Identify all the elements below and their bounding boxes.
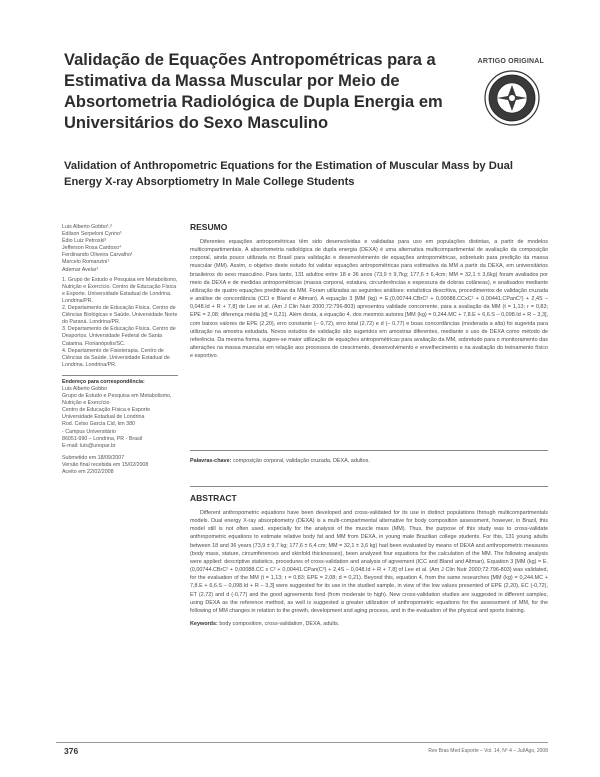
journal-seal-icon [484,70,540,126]
abstract-heading: ABSTRACT [190,493,237,503]
correspondence-line: Universidade Estadual de Londrina [62,414,145,421]
footer-divider [56,742,548,743]
correspondence-email[interactable]: E-mail: luis@unopar.br [62,442,116,449]
correspondence-line: Centro de Educação Física e Esporte [62,407,151,414]
date-line: Versão final recebida em 15/02/2008 [62,461,149,468]
abstract-text: Different anthropometric equations have been developed and cross-validated for its use in distinct populations through multicompartmentals models. Dual energy X-ray absorptiometry (DEXA) is a multi-compartmental alternative for body composition assessment, however, in Brazil, this model still is not often used, especially for the analysis of the muscle mass (MM). Thus, the purpose of this study was to cross-validate anthropometric equations to estimate relative body fat and MM from DEXA, in young male Brazilian college students. For this, 131 young adults between 18 and 36 years (73,9 ± 9,7 kg; 177,6 ± 6,4 cm; MM = 32,1 ± 3,6 kg) had been evaluated by means of DEXA and anthropometric measures (body mass, stature, circumferences and skinfold thicknesses), been analyzed four equations for the calculation of the MM. The following analysis were applied: descriptive statistics, procedures of cross-validation and analysis of agreement (ICC and Bland and Altman). Equation 3 [MM (kg) = E.(0,00744.CBrC² + 0,00088.CC x C² + 0,00441.CPan(C²) + 2,4S – 0,048.Id + R + 7,8] of Lee et al. (Am J Clin Nutr 2000;72:796-803) was validated, for the evaluation of the MM (t = 1,13; r = 0,83; EPE = 2,08; d = 0,21). Beyond this, equation 4, from the same researches [MM (kg) = 0,244.MC + 7,8.E + 6,6.S – 0,098.Id + R – 3,3] were suggested for its use in the studied sample, in view of the low values presented of EPE (2,20), EC (-0,72), ET (2,72) and d (-0,77) and the good agreements fond (from moderate to high). New cross-validation studies are suggested in different samples, using DEXA as the reference method, as well is suggested a greater utilization of anthropometric equations for the assessment of MM, for the following of MM changes in relation to the growth, development and aging process, and in the evaluation of the physical and sports training. [190,510,548,614]
keywords-label: Palavras-chave: [190,458,232,464]
author-name: Jefferson Rosa Cardoso⁴ [62,245,122,252]
author-name: Edilson Serpeloni Cyrino¹ [62,231,122,238]
keywords-divider [190,450,548,451]
submission-dates [62,455,178,476]
author-name: Ademar Avelar¹ [62,266,99,273]
date-line: Submetido em 18/09/2007 [62,454,125,461]
page-number: 376 [64,746,79,756]
correspondence-line: 86051-990 – Londrina, PR - Brasil [62,435,143,442]
keywords-value: body composition, cross-validation, DEXA, adults. [219,621,340,628]
resumo-keywords [190,457,548,465]
resumo-text: Diferentes equações antropométricas têm sido desenvolvidas e validadas para uso em populações distintas, a partir de modelos multicompartimentais. A absortometria radiológica de dupla energia (DEXA) é uma alternativa multicompartimental de avaliação da composição corporal, ainda pouco utilizada no Brasil para validação e desenvolvimento de equações antropométricas, sobretudo para predição da massa muscular (MM). Assim, o objetivo deste estudo foi validar equações antropométricas para estimativa da MM a partir da DEXA, em universitários brasileiros do sexo masculino. Para tanto, 131 adultos entre 18 e 36 anos (73,9 ± 9,7kg; 177,6 ± 6,4cm; MM = 32,1 ± 3,6kg) foram avaliados por meio da DEXA e de medidas antropométricas (massa corporal, estatura, circunferências e espessura de dobras cutâneas), e analisados mediante utilização de quatro equações preditivas da MM. Foram utilizadas as seguintes análises: estatística descritiva, procedimentos de validação cruzada e análise de concordância (CCI e Bland e Altman). A equação 3 [MM (kg) = E.(0,00744.CBrC² + 0,00088.CCxC² + 0,00441.CPanC²) + 2,4S – 0,048.Id + R + 7,8] de Lee et al. (Am J Clin Nutr 2000;72:796-803) apresentou validade concorrente, para a avaliação da MM (t = 1,13; r = 0,83; EPE = 2,08; diferença média [d] = 0,21). Além desta, a equação 4, dos mesmos autores [MM (kg) = 0,244.MC + 7,8.E + 6,6.S – 0,098.Id + R – 3,3], com baixos valores de EPE (2,20), erro constante (– 0,72), erro total (2,72) e d (– 0,77) e boas concordâncias (moderada a alta) foi sugerida para utilização na amostra estudada. Novos estudos de validação são sugeridos em amostras diferentes, mediante o uso de DEXA como método de referência. Da mesma forma, sugere-se maior utilização de equações antropométricas para avaliação da MM, sobretudo para o monitoramento das alterações na massa muscular em relação aos processos de crescimento, desenvolvimento e envelhecimento e na avaliação do treinamento físico e esportivo. [190,239,548,360]
date-line: Aceito em 22/02/2008 [62,469,114,475]
abstract-keywords [190,620,548,628]
author-name: Ferdinando Oliveira Carvalho¹ [62,252,133,259]
journal-seal-logo [484,70,540,126]
correspondence-line: Rod. Celso Garcia Cid, km 380 [62,421,136,428]
sidebar-divider [62,375,178,376]
abstract-section [190,480,548,628]
title-english: Validation of Anthropometric Equations for the Estimation of Muscular Mass by Dual Energy X-ray Absorptiometry In Male College Students [64,160,513,188]
correspondence-line: Luis Alberto Gobbo [62,385,108,392]
author-list [62,224,178,274]
affiliation-list [62,277,178,369]
affiliation: 1. Grupo de Estudo e Pesquisa em Metabolismo, Nutrição e Exercício. Centro de Educação Física e Esporte. Universidade Estadual de Londrina. Londrina/PR. [62,276,178,304]
correspondence-line: - Campus Universitário [62,428,116,435]
correspondence-line: Grupo de Estudo e Pesquisa em Metabolismo, Nutrição e Exercício [62,393,172,407]
keywords-value: composição corporal, validação cruzada, DEXA, adultos. [232,458,370,464]
author-name: Luis Alberto Gobbo¹,² [62,224,113,230]
author-name: Marcelo Romanzini¹ [62,259,110,266]
correspondence-title: Endereço para correspondência: [62,378,145,385]
article-type-label: ARTIGO ORIGINAL [477,58,544,65]
title-portuguese: Validação de Equações Antropométricas para a Estimativa da Massa Muscular por Meio de Absortometria Radiológica de Dupla Energia em Universitários do Sexo Masculino [64,51,443,132]
journal-reference: Rev Bras Med Esporte – Vol. 14, Nº 4 – Jul/Ago, 2008 [428,748,548,754]
resumo-heading: RESUMO [190,222,228,232]
author-name: Édio Luiz Petroski³ [62,238,107,245]
correspondence-block [62,379,178,450]
section-divider [190,486,548,487]
affiliation: 4. Departamento de Fisioterapia. Centro de Ciências da Saúde. Universidade Estadual de Londrina. Londrina/PR. [62,347,170,368]
author-sidebar [62,224,178,476]
affiliation: 2. Departamento de Educação Física. Centro de Ciências Biológicas e Saúde. Universidade Norte do Paraná. Londrina/PR. [62,305,178,326]
resumo-section [190,222,548,360]
affiliation: 3. Departamento de Educação Física. Centro de Desportos. Universidade Federal de Santa Catarina. Florianópolis/SC. [62,326,176,347]
keywords-label: Keywords: [190,621,218,628]
